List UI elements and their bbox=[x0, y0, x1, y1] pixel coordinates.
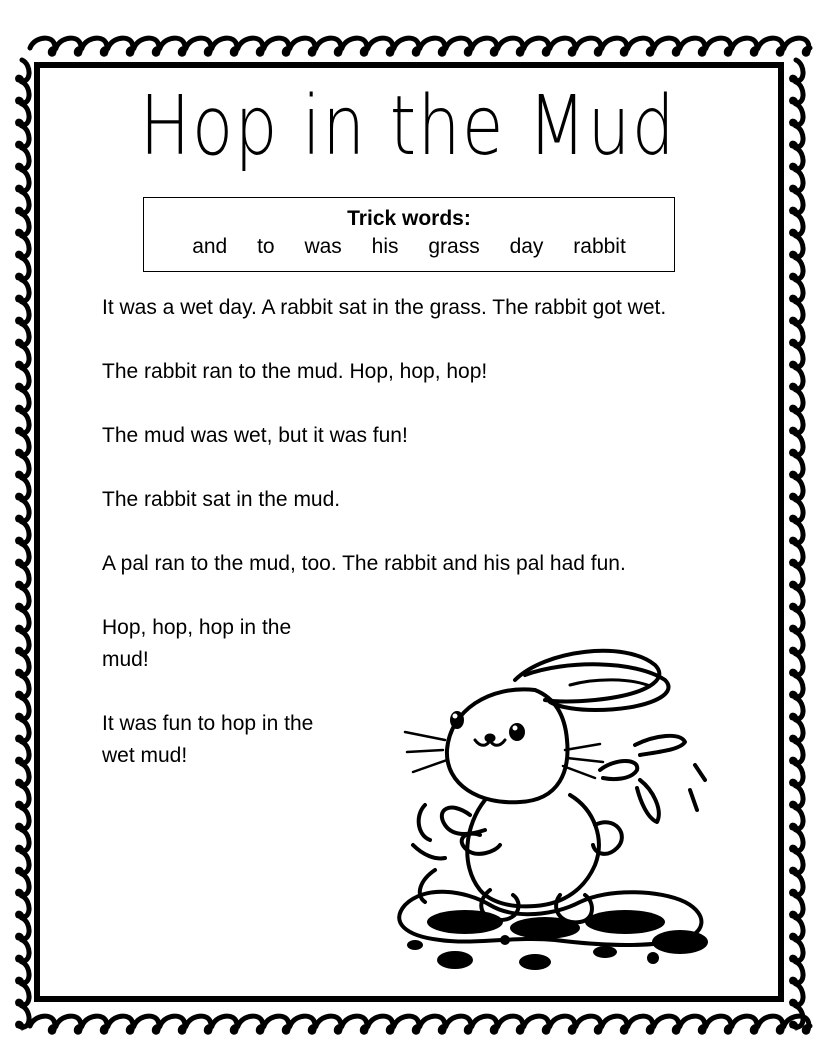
trick-word: was bbox=[304, 235, 342, 258]
trick-word: his bbox=[371, 235, 399, 258]
rabbit-head bbox=[447, 689, 568, 802]
border-loops bbox=[18, 60, 29, 1028]
story-paragraph: It was a wet day. A rabbit sat in the grass. The rabbit got wet. bbox=[102, 296, 667, 319]
story-paragraph: The rabbit ran to the mud. Hop, hop, hop! bbox=[102, 360, 488, 383]
trick-words-box bbox=[143, 197, 675, 272]
page-title: Hop in the Mud bbox=[139, 79, 677, 174]
trick-word: day bbox=[509, 235, 544, 258]
trick-words-list bbox=[144, 232, 674, 262]
story-paragraph: It was fun to hop in the wet mud! bbox=[102, 712, 314, 767]
trick-words-heading: Trick words: bbox=[347, 207, 471, 230]
story-paragraph: A pal ran to the mud, too. The rabbit and his pal had fun. bbox=[102, 552, 626, 575]
border-loops bbox=[30, 1016, 810, 1032]
trick-word: grass bbox=[428, 235, 480, 258]
trick-word: rabbit bbox=[573, 235, 626, 258]
trick-word: to bbox=[257, 235, 275, 258]
trick-word: and bbox=[192, 235, 228, 258]
border-loops bbox=[792, 60, 803, 1028]
story-paragraph: Hop, hop, hop in the mud! bbox=[102, 616, 292, 671]
story-paragraph: The rabbit sat in the mud. bbox=[102, 488, 341, 511]
story-paragraph: The mud was wet, but it was fun! bbox=[102, 424, 408, 447]
rabbit-ear-back bbox=[515, 651, 659, 702]
border-loops bbox=[30, 38, 810, 54]
rabbit-in-mud-illustration bbox=[395, 640, 725, 980]
